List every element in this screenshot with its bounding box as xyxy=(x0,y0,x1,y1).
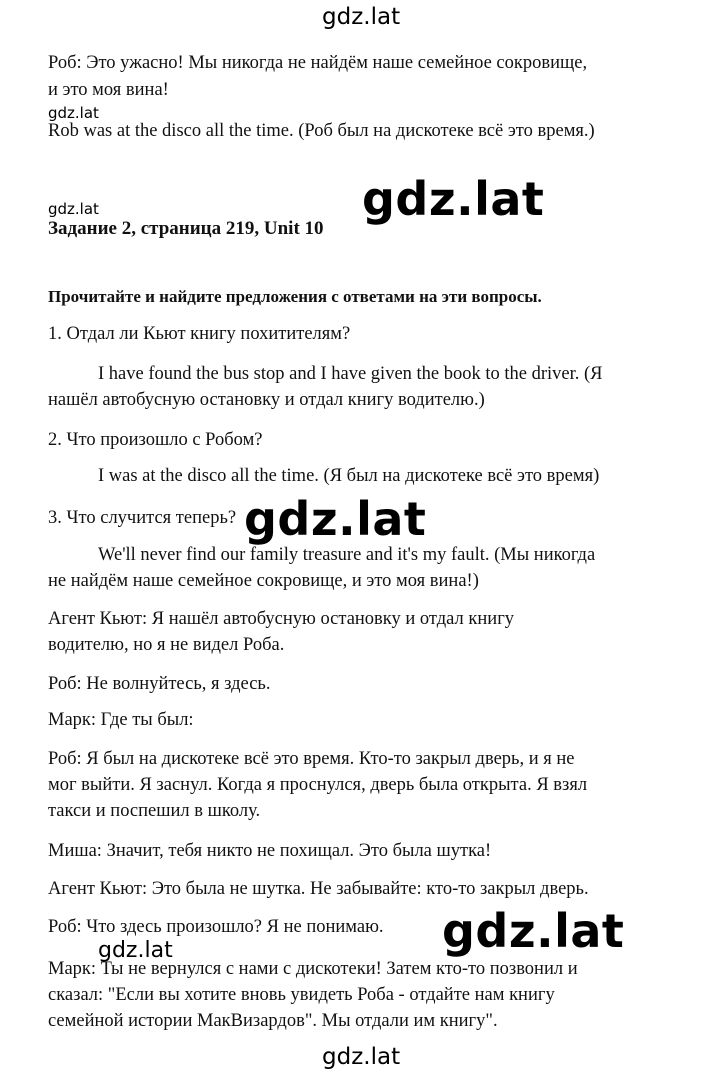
dialogue-line: Миша: Значит, тебя никто не похищал. Это была шутка! xyxy=(48,841,492,861)
watermark-bottom: gdz.lat xyxy=(322,1044,401,1070)
dialogue-line: Роб: Что здесь произошло? Я не понимаю. xyxy=(48,917,384,937)
answer-text: нашёл автобусную остановку и отдал книгу водителю.) xyxy=(48,390,485,410)
answer-text: Rob was at the disco all the time. (Роб был на дискотеке всё это время.) xyxy=(48,121,595,141)
dialogue-line: семейной истории МакВизардов". Мы отдали им книгу". xyxy=(48,1011,498,1031)
dialogue-line: и это моя вина! xyxy=(48,80,169,100)
question: 3. Что случится теперь? xyxy=(48,508,237,528)
watermark-small: gdz.lat xyxy=(48,104,99,122)
dialogue-line: водителю, но я не видел Роба. xyxy=(48,635,285,655)
dialogue-line: Роб: Не волнуйтесь, я здесь. xyxy=(48,674,271,694)
task-instruction: Прочитайте и найдите предложения с ответами на эти вопросы. xyxy=(48,287,542,306)
watermark-large: gdz.lat xyxy=(362,172,545,226)
question: 1. Отдал ли Кьют книгу похитителям? xyxy=(48,324,351,344)
dialogue-line: Марк: Где ты был: xyxy=(48,710,194,730)
dialogue-line: такси и поспешил в школу. xyxy=(48,801,261,821)
watermark-small: gdz.lat xyxy=(48,200,99,218)
dialogue-line: сказал: "Если вы хотите вновь увидеть Роба - отдайте нам книгу xyxy=(48,985,555,1005)
answer-text: не найдём наше семейное сокровище, и это моя вина!) xyxy=(48,571,479,591)
answer-text: We'll never find our family treasure and it's my fault. (Мы никогда xyxy=(98,545,596,565)
dialogue-line: мог выйти. Я заснул. Когда я проснулся, дверь была открыта. Я взял xyxy=(48,775,588,795)
question: 2. Что произошло с Робом? xyxy=(48,430,263,450)
task-heading: Задание 2, страница 219, Unit 10 xyxy=(48,218,324,239)
answer-text: I have found the bus stop and I have given the book to the driver. (Я xyxy=(98,364,603,384)
dialogue-line: Роб: Это ужасно! Мы никогда не найдём наше семейное сокровище, xyxy=(48,53,588,73)
dialogue-line: Агент Кьют: Я нашёл автобусную остановку и отдал книгу xyxy=(48,609,515,629)
watermark-small: gdz.lat xyxy=(98,938,173,963)
dialogue-line: Агент Кьют: Это была не шутка. Не забывайте: кто-то закрыл дверь. xyxy=(48,879,589,899)
watermark-large: gdz.lat xyxy=(442,904,625,958)
watermark-top: gdz.lat xyxy=(322,4,401,30)
dialogue-line: Роб: Я был на дискотеке всё это время. Кто-то закрыл дверь, и я не xyxy=(48,749,575,769)
dialogue-line: Марк: Ты не вернулся с нами с дискотеки! Затем кто-то позвонил и xyxy=(48,959,578,979)
answer-text: I was at the disco all the time. (Я был на дискотеке всё это время) xyxy=(98,466,600,486)
watermark-large: gdz.lat xyxy=(244,492,427,546)
